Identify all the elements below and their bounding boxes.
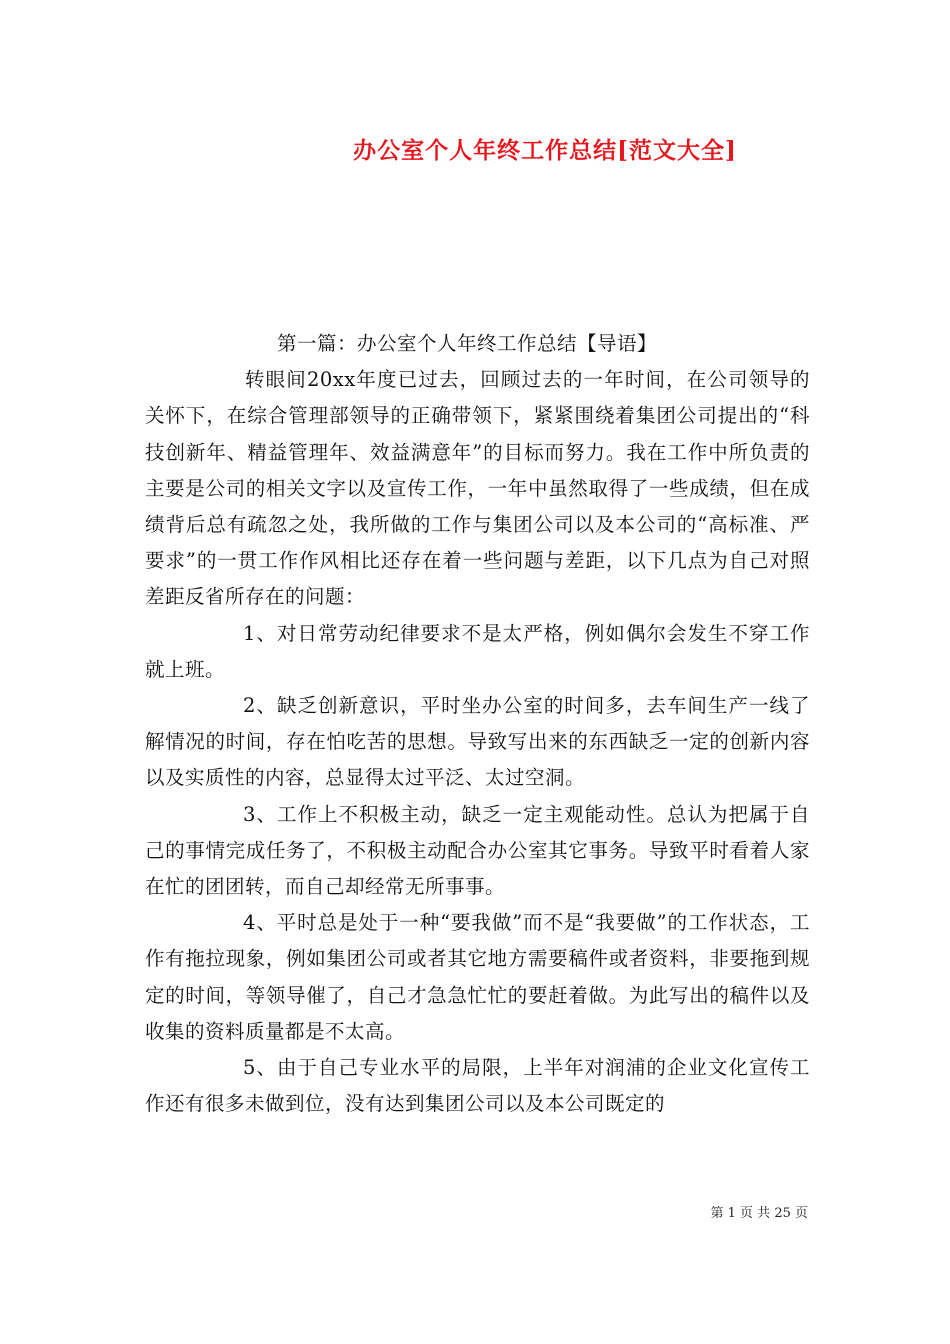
- intro-paragraph: 转眼间20xx年度已过去，回顾过去的一年时间，在公司领导的关怀下，在综合管理部领导的正确带领下，紧紧围绕着集团公司提出的“科技创新年、精益管理年、效益满意年”的目标而努力。我在工作中所负责的主要是公司的相关文字以及宣传工作，一年中虽然取得了一些成绩，但在成绩背后总有疏忽之处，我所做的工作与集团公司以及本公司的“高标准、严要求”的一贯工作作风相比还存在着一些问题与差距，以下几点为自己对照差距反省所存在的问题：: [145, 368, 810, 609]
- document-title: 办公室个人年终工作总结[范文大全]: [353, 137, 737, 164]
- document-body: [145, 326, 810, 1122]
- list-item: 5、由于自己专业水平的局限，上半年对润浦的企业文化宣传工作还有很多未做到位，没有达到集团公司以及本公司既定的: [145, 1056, 810, 1116]
- list-item: 4、平时总是处于一种“要我做”而不是“我要做”的工作状态，工作有拖拉现象，例如集团公司或者其它地方需要稿件或者资料，非要拖到规定的时间，等领导催了，自己才急急忙忙的要赶着做。为此写出的稿件以及收集的资料质量都是不太高。: [145, 911, 810, 1043]
- list-item: 3、工作上不积极主动，缺乏一定主观能动性。总认为把属于自己的事情完成任务了，不积极主动配合办公室其它事务。导致平时看着人家在忙的团团转，而自己却经常无所事事。: [145, 802, 810, 899]
- list-item: 1、对日常劳动纪律要求不是太严格，例如偶尔会发生不穿工作就上班。: [145, 621, 810, 681]
- page-number: 第 1 页 共 25 页: [710, 1206, 808, 1221]
- list-item: 2、缺乏创新意识，平时坐办公室的时间多，去车间生产一线了解情况的时间，存在怕吃苦的思想。导致写出来的东西缺乏一定的创新内容以及实质性的内容，总显得太过平泛、太过空洞。: [145, 694, 810, 790]
- section-subtitle: 第一篇：办公室个人年终工作总结【导语】: [277, 332, 658, 355]
